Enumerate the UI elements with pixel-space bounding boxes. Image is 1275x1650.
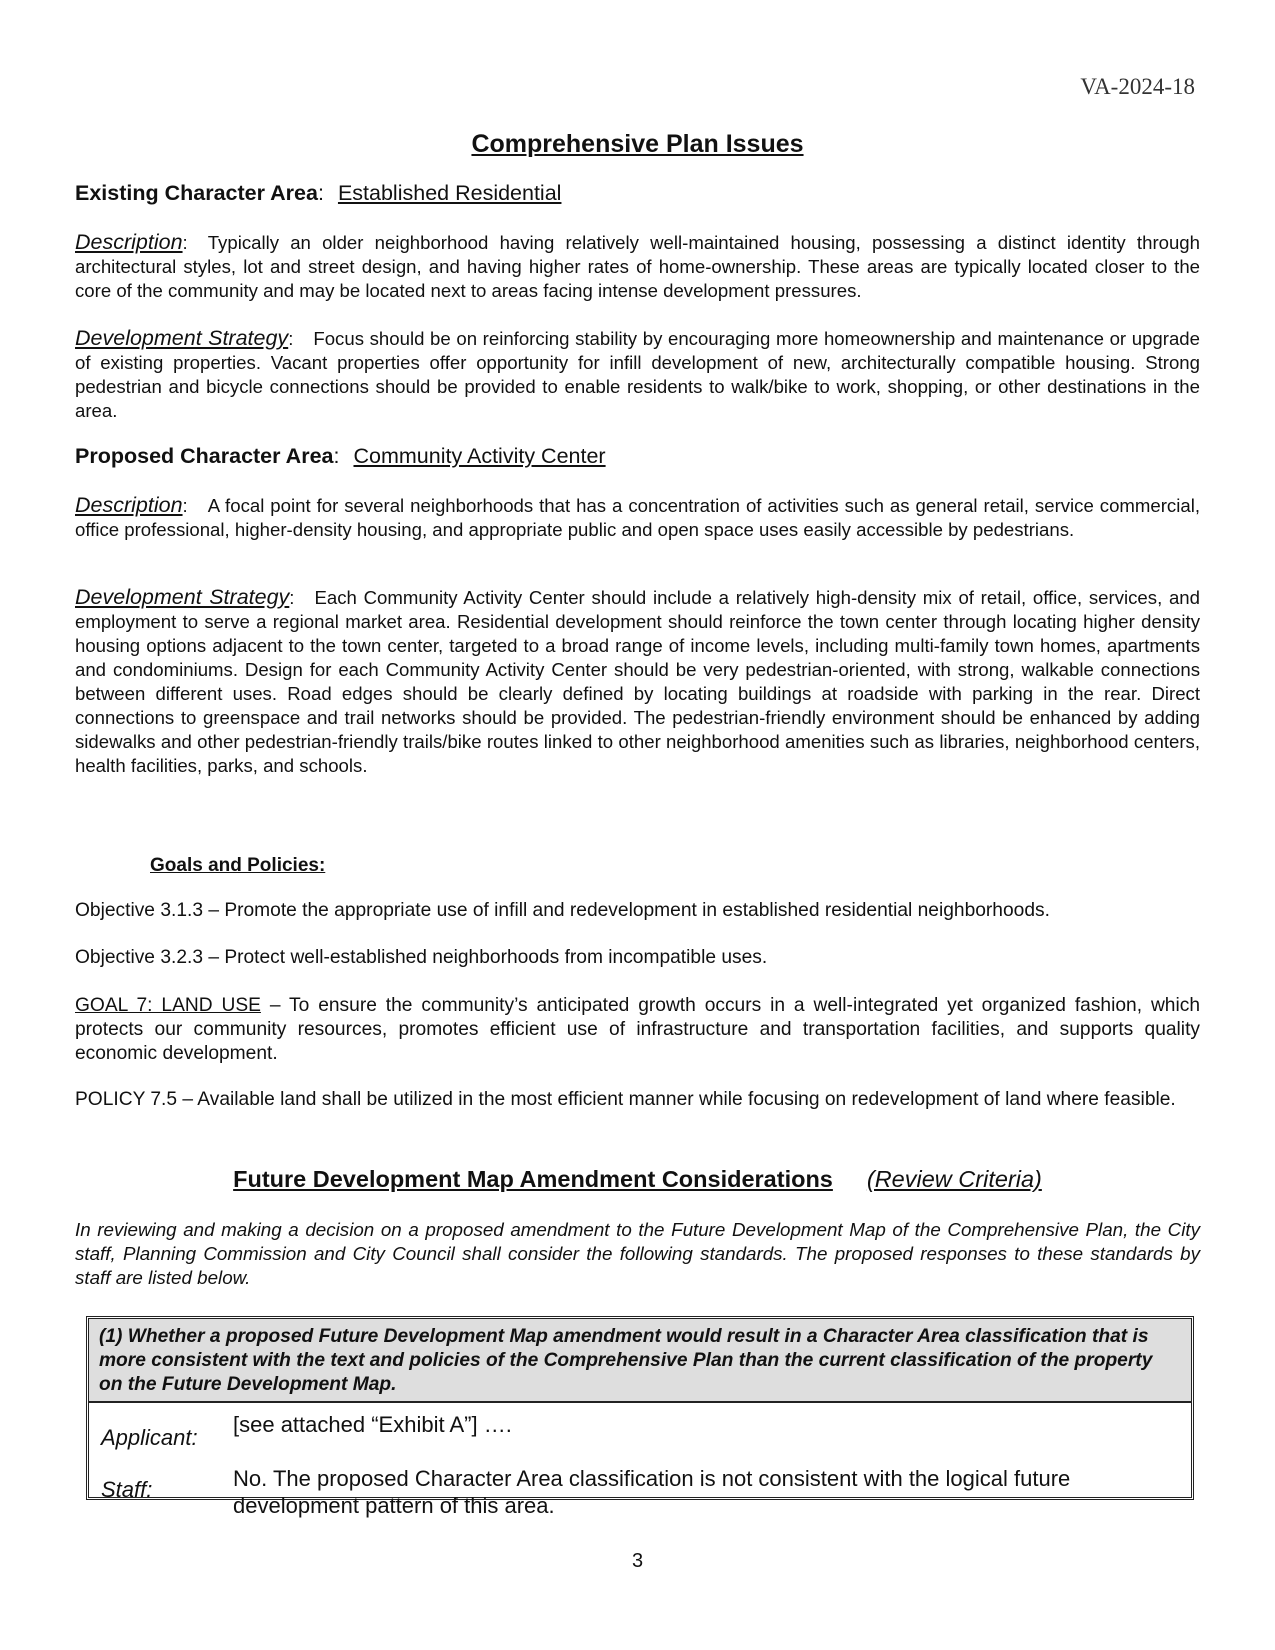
proposed-colon: :	[333, 444, 340, 468]
section-subtitle: (Review Criteria)	[866, 1166, 1042, 1192]
objective-3-1-3: Objective 3.1.3 – Promote the appropriate use of infill and redevelopment in established residential neighborhoods.	[75, 900, 1050, 921]
page-number: 3	[631, 1550, 644, 1572]
objective-3-2-3: Objective 3.2.3 – Protect well-established neighborhoods from incompatible uses.	[75, 947, 768, 968]
applicant-label: Applicant:	[101, 1425, 198, 1450]
goal-7-label: GOAL 7: LAND USE	[75, 995, 261, 1016]
proposed-strategy-text: Each Community Activity Center should include a relatively high-density mix of retail, office, services, and employment to serve a regional market area. Residential development should reinforce the town center through locating higher density housing options adjacent to the town center, targeted to a broad range of income levels, including multi-family town homes, apartments and condominiums. Design for each Community Activity Center should be very pedestrian-oriented, with strong, walkable connections between different uses. Road edges should be clearly defined by locating buildings at roadside with parking in the rear. Direct connections to greenspace and trail networks should be provided. The pedestrian-friendly environment should be enhanced by adding sidewalks and other pedestrian-friendly trails/bike routes linked to other neighborhood amenities such as libraries, neighborhood centers, health facilities, parks, and schools.	[75, 587, 1200, 776]
existing-strategy-label: Development Strategy	[75, 326, 289, 350]
section-title: Future Development Map Amendment Considerations	[233, 1166, 833, 1192]
staff-response: No. The proposed Character Area classification is not consistent with the logical future development pattern of this area.	[233, 1466, 1071, 1518]
applicant-response: [see attached “Exhibit A”] ….	[233, 1412, 512, 1437]
criterion-1-heading: (1) Whether a proposed Future Development Map amendment would result in a Character Area classification that is more consistent with the text and policies of the Comprehensive Plan than the current classification of the property on the Future Development Map.	[89, 1319, 1191, 1403]
proposed-character-area-value: Community Activity Center	[353, 444, 606, 468]
existing-character-area-label: Existing Character Area	[75, 181, 318, 205]
proposed-strategy-label: Development Strategy	[75, 585, 290, 609]
document-number: VA-2024-18	[1080, 74, 1195, 99]
existing-description-text: Typically an older neighborhood having relatively well-maintained housing, possessing a distinct identity through architectural styles, lot and street design, and having higher rates of home-ownership. These areas are typically located closer to the core of the community and may be located next to areas facing intense development pressures.	[75, 232, 1200, 301]
proposed-description: Description: A focal point for several neighborhoods that has a concentration of activities such as general retail, service commercial, office professional, higher-density housing, and appropriate public and open space uses easily accessible by pedestrians.	[75, 493, 1200, 540]
proposed-description-label: Description	[75, 493, 183, 517]
section-heading	[0, 1166, 1275, 1193]
existing-description: Description: Typically an older neighborhood having relatively well-maintained housing, possessing a distinct identity through architectural styles, lot and street design, and having higher rates of home-ownership. These areas are typically located closer to the core of the community and may be located next to areas facing intense development pressures.	[75, 230, 1200, 301]
proposed-character-area-line	[75, 444, 606, 469]
section-intro: In reviewing and making a decision on a proposed amendment to the Future Development Map of the Comprehensive Plan, the City staff, Planning Commission and City Council shall consider the following standards. The proposed responses to these standards by staff are listed below.	[75, 1219, 1200, 1288]
existing-strategy-text: Focus should be on reinforcing stability by encouraging more homeownership and maintenance or upgrade of existing properties. Vacant properties offer opportunity for infill development of new, architecturally compatible housing. Strong pedestrian and bicycle connections should be provided to enable residents to walk/bike to work, shopping, or other destinations in the area.	[75, 328, 1200, 421]
proposed-character-area-label: Proposed Character Area	[75, 444, 334, 468]
staff-label: Staff:	[101, 1477, 153, 1502]
existing-character-area-line	[75, 181, 561, 206]
existing-colon: :	[317, 181, 324, 205]
page-title: Comprehensive Plan Issues	[471, 130, 804, 158]
existing-character-area-value: Established Residential	[337, 181, 562, 205]
goal-7-text: – To ensure the community’s anticipated growth occurs in a well-integrated yet organized fashion, which protects our community resources, promotes efficient use of infrastructure and transportation facilities, and supports quality economic development.	[75, 995, 1200, 1064]
proposed-description-text: A focal point for several neighborhoods that has a concentration of activities such as general retail, service commercial, office professional, higher-density housing, and appropriate public and open space uses easily accessible by pedestrians.	[75, 495, 1200, 540]
goal-7-paragraph	[75, 994, 1200, 1066]
policy-7-5: POLICY 7.5 – Available land shall be utilized in the most efficient manner while focusing on redevelopment of land where feasible.	[75, 1089, 1176, 1110]
existing-description-label: Description	[75, 230, 183, 254]
goals-policies-heading: Goals and Policies:	[150, 855, 326, 876]
criterion-1-box	[86, 1316, 1194, 1518]
proposed-strategy: Development Strategy: Each Community Activity Center should include a relatively high-density mix of retail, office, services, and employment to serve a regional market area. Residential development should reinforce the town center through locating higher density housing options adjacent to the town center, targeted to a broad range of income levels, including multi-family town homes, apartments and condominiums. Design for each Community Activity Center should be very pedestrian-oriented, with strong, walkable connections between different uses. Road edges should be clearly defined by locating buildings at roadside with parking in the rear. Direct connections to greenspace and trail networks should be provided. The pedestrian-friendly environment should be enhanced by adding sidewalks and other pedestrian-friendly trails/bike routes linked to other neighborhood amenities such as libraries, neighborhood centers, health facilities, parks, and schools.	[75, 585, 1200, 776]
existing-strategy: Development Strategy: Focus should be on reinforcing stability by encouraging more homeownership and maintenance or upgrade of existing properties. Vacant properties offer opportunity for infill development of new, architecturally compatible housing. Strong pedestrian and bicycle connections should be provided to enable residents to walk/bike to work, shopping, or other destinations in the area.	[75, 326, 1200, 421]
